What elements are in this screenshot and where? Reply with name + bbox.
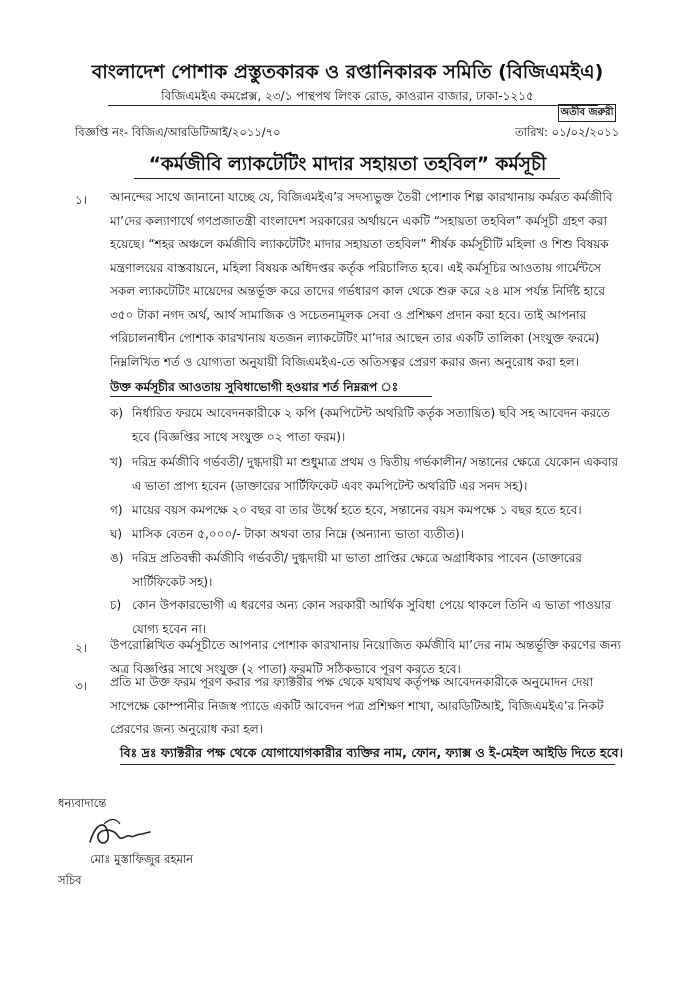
paragraph-3 (110, 671, 604, 742)
paragraph-line: হয়েছে। “শহর অঞ্চলে কর্মজীবি ল্যাকটেটিং মাদার সহায়তা তহবিল” শীর্ষক কর্মসূচীটি মহিলা ও শিশু বিষয়ক (110, 237, 609, 251)
note-underline (120, 764, 615, 765)
paragraph-line: প্রেরণের জন্য অনুরোধ করা হল। (110, 722, 263, 736)
signatory-name: মোঃ মুস্তাফিজুর রহমান (90, 852, 194, 866)
condition-line: যোগ্য হবেন না। (132, 621, 207, 636)
urgent-badge: অতীব জরুরী (558, 104, 616, 122)
condition-line: নির্ধারিত ফরমে আবেদনকারীকে ২ কপি (কমপিটেন্ট অথরিটি কর্তৃক সত্যায়িত) ছবি সহ আবেদন করতে (132, 406, 610, 420)
conditions-heading: উক্ত কর্মসূচীর আওতায় সুবিধাভোগী হওয়ার শর্ত নিম্নরূপ ঃ (110, 380, 399, 394)
condition-line: দরিদ্র কর্মজীবি গর্ভবতী/ দুগ্ধদায়ী মা শুধুমাত্র প্রথম ও দ্বিতীয় গর্ভকালীন/ সন্তানের ক্ষেত্রে যেকোন একবার (132, 455, 619, 469)
condition-label: চ) (110, 598, 122, 612)
paragraph-line: অত্র বিজ্ঞপ্তির সাথে সংযুক্ত (২ পাতা) ফরমটি সঠিকভাবে পূরণ করতে হবে। (110, 661, 461, 676)
condition-item (132, 402, 610, 449)
paragraph-number: ১। (75, 193, 88, 207)
condition-label: ঘ) (110, 527, 123, 541)
circular-date: তারিখ: ০১/০২/২০১১ (515, 125, 620, 139)
organization-address: বিজিএমইএ কমপ্লেক্স, ২৩/১ পান্থপথ লিংক রোড, কাওরান বাজার, ঢাকা-১২১৫ (161, 89, 534, 103)
handwritten-signature (86, 812, 156, 852)
paragraph-line: পরিচালনাধীন পোশাক কারখানায় যতজন ল্যাকটেটিং মা’দার আছেন তার একটি তালিকা (সংযুক্ত ফরমে) (110, 331, 600, 345)
condition-line: কোন উপকারভোগী এ ধরণের অন্য কোন সরকারী আর্থিক সুবিধা পেয়ে থাকলে তিনি এ ভাতা পাওয়ার (132, 598, 612, 612)
organization-name: বাংলাদেশ পোশাক প্রস্তুতকারক ও রপ্তানিকারক সমিতি (বিজিএমইএ) (91, 61, 604, 83)
note-text: বিঃ দ্রঃ ফ্যাক্টরীর পক্ষ থেকে যোগাযোগকারীর ব্যক্তির নাম, ফোন, ফ্যাক্স ও ই-মেইল আইডি দিতে হবে। (120, 745, 624, 760)
condition-label: ক) (110, 406, 124, 420)
condition-item (132, 451, 618, 498)
condition-line: মাসিক বেতন ৫,০০০/- টাকা অথবা তার নিম্নে (অন্যান্য ভাতা ব্যতীত)। (132, 527, 464, 541)
paragraph-line: প্রতি মা উক্ত ফরম পূরণ করার পর ফ্যাক্টরীর পক্ষ থেকে যথাযথ কর্তৃপক্ষ আবেদনকারীকে অনুমোদন দেয়া (110, 675, 594, 689)
condition-line: হবে (বিজ্ঞপ্তির সাথে সংযুক্ত ০২ পাতা ফরম)। (132, 429, 346, 444)
paragraph-number: ২। (75, 641, 88, 655)
title-underline (134, 178, 560, 179)
paragraph-number: ৩। (75, 679, 88, 693)
paragraph-line: সকল ল্যাকটেটিং মায়েদের অন্তর্ভূক্ত করে তাদের গর্ভধারণ কাল থেকে শুরু করে ২৪ মাস পর্যন্ত নির্দিষ্ট হারে (110, 284, 605, 298)
document-title: “কর্মজীবি ল্যাকটেটিং মাদার সহায়তা তহবিল” কর্মসূচী (148, 154, 547, 175)
condition-label: খ) (110, 455, 123, 469)
condition-label: ঙ) (110, 551, 124, 565)
condition-line: দরিদ্র প্রতিবন্ধী কর্মজীবি গর্ভবতী/ দুগ্ধদায়ী মা ভাতা প্রাপ্তির ক্ষেত্রে অগ্রাধিকার পাবেন (ডাক্তারের (132, 551, 582, 565)
paragraph-line: উপরোল্লিখিত কর্মসূচীতে আপনার পোশাক কারখানায় নিয়োজিত কর্মজীবি মা’দের নাম অন্তর্ভূক্তি করণের জন্য (110, 638, 622, 652)
condition-line: মায়ের বয়স কমপক্ষে ২০ বছর বা তার উর্ধ্বে হতে হবে, সন্তানের বয়স কমপক্ষে ১ বছর হতে হবে। (132, 503, 582, 517)
paragraph-line: সাপেক্ষে কোম্পানীর নিজস্ব প্যাডে একটি আবেদন পত্র প্রশিক্ষণ শাখা, আরডিটিআই, বিজিএমইএ’র নিকট (110, 698, 604, 713)
signatory-designation: সচিব (58, 873, 82, 887)
paragraph-line: ৩৫০ টাকা নগদ অর্থ, আর্থ সামাজিক ও সচেতনামূলক সেবা ও প্রশিক্ষণ প্রদান করা হবে। তাই আপনার (110, 307, 587, 322)
condition-line: এ ভাতা প্রাপ্য হবেন (ডাক্তারের সার্টিফিকেট এবং কমপিটেন্ট অথরিটি এর সনদ সহ)। (132, 478, 528, 493)
paragraph-line: আনন্দের সাথে জানানো যাচ্ছে যে, বিজিএমইএ’র সদস্যভুক্ত তৈরী পোশাক শিল্প কারখানায় কর্মরত কর্মজীবি (110, 190, 613, 204)
paragraph-line: মন্ত্রণালয়ের বাস্তবায়নে, মহিলা বিষয়ক অধিদপ্তর কর্তৃক পরিচালিত হবে। এই কর্মসূচির আওতায় গার্মেন্টসে (110, 260, 601, 275)
condition-label: গ) (110, 503, 123, 517)
condition-item (132, 499, 582, 523)
condition-item (132, 547, 582, 594)
paragraph-line: মা’দের কল্যাণার্থে গণপ্রজাতন্ত্রী বাংলাদেশ সরকারের অর্থায়নে একটি “সহায়তা তহবিল” কর্মসূচী গ্রহণ করা (110, 213, 607, 228)
header-divider (108, 105, 598, 106)
closing-thanks: ধন্যবাদান্তে (58, 796, 107, 810)
paragraph-line: নিম্নলিখিত শর্ত ও যোগ্যতা অনুযায়ী বিজিএমইএ-তে অতিসত্বর প্রেরণ করার জন্য অনুরোধ করা হল। (110, 354, 580, 369)
paragraph-1 (110, 186, 613, 374)
condition-line: সার্টিফিকেট সহ)। (132, 574, 213, 589)
conditions-heading-underline (110, 396, 432, 397)
reference-number: বিজ্ঞপ্তি নং- বিজিএ/আরডিটিআই/২০১১/৭০ (75, 125, 281, 139)
condition-item (132, 523, 464, 547)
